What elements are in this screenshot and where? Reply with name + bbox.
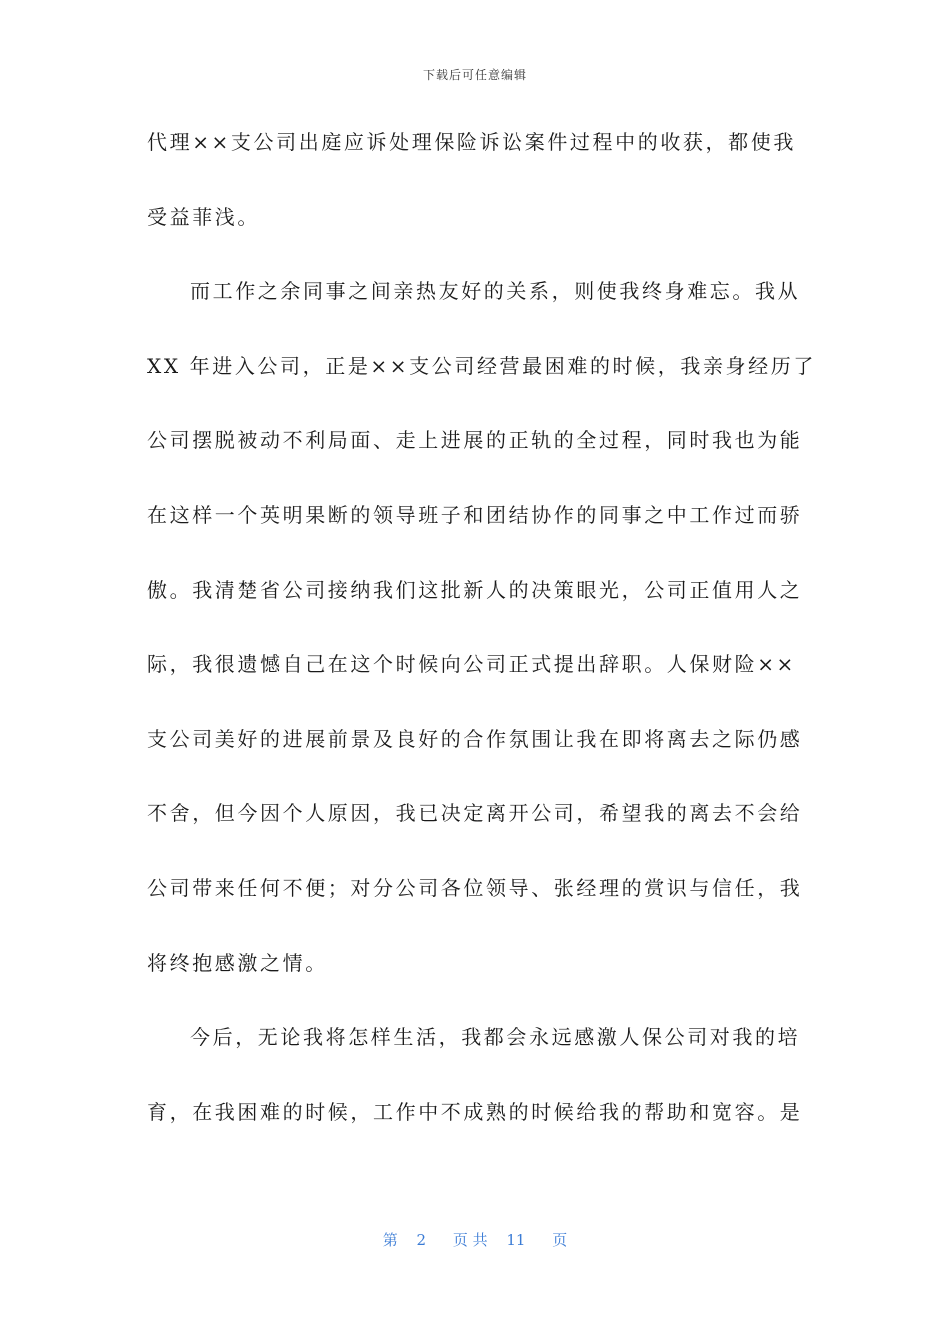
document-body — [147, 124, 816, 1168]
text-line: 支公司美好的进展前景及良好的合作氛围让我在即将离去之际仍感 — [147, 726, 803, 751]
text-line: 公司摆脱被动不利局面、走上进展的正轨的全过程，同时我也为能 — [147, 428, 803, 453]
page-footer — [0, 1229, 950, 1250]
text-line: 而工作之余同事之间亲热友好的关系，则使我终身难忘。我从 — [190, 279, 801, 304]
download-note: 下载后可任意编辑 — [422, 68, 527, 82]
text-line: 际，我很遗憾自己在这个时候向公司正式提出辞职。人保财险×× — [147, 652, 796, 677]
text-line: 将终抱感激之情。 — [147, 950, 328, 975]
text-line: 今后，无论我将怎样生活，我都会永远感激人保公司对我的培 — [190, 1025, 801, 1050]
page-total: 11 — [506, 1231, 526, 1249]
text-line: 代理××支公司出庭应诉处理保险诉讼案件过程中的收获，都使我 — [147, 130, 796, 154]
footer-di: 第 — [382, 1231, 398, 1249]
footer-ye: 页 — [552, 1231, 568, 1249]
text-line: 公司带来任何不便；对分公司各位领导、张经理的赏识与信任，我 — [147, 875, 803, 900]
text-line: 在这样一个英明果断的领导班子和团结协作的同事之中工作过而骄 — [147, 502, 803, 527]
text-line: 傲。我清楚省公司接纳我们这批新人的决策眼光，公司正值用人之 — [147, 577, 803, 602]
text-line: XX 年进入公司，正是××支公司经营最困难的时候，我亲身经历了 — [147, 353, 816, 378]
text-line: 不舍，但今因个人原因，我已决定离开公司，希望我的离去不会给 — [147, 801, 803, 826]
footer-ye-gong: 页 共 — [452, 1231, 488, 1249]
text-line: 育，在我困难的时候，工作中不成熟的时候给我的帮助和宽容。是 — [147, 1099, 803, 1124]
page-current: 2 — [416, 1231, 427, 1249]
text-line: 受益菲浅。 — [147, 204, 260, 229]
